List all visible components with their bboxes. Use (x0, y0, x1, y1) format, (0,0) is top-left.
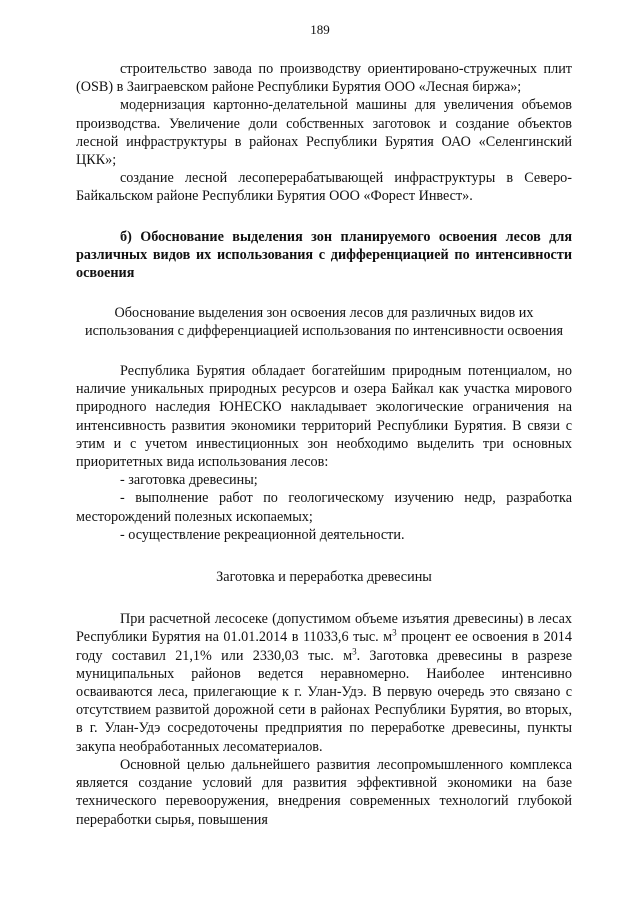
intro-paragraph-osb: строительство завода по производству ориентировано-стружечных плит (OSB) в Заиграевском районе Республики Бурятия ООО «Лесная биржа»; (76, 61, 572, 96)
superscript-3: 3 (392, 627, 397, 638)
goal-paragraph: Основной целью дальнейшего развития лесопромышленного комплекса является создание условий для развития эффективной экономики на базе технического перевооружения, внедрения современных технологий глубокой переработки сырья, повышения (76, 756, 572, 828)
page-body (76, 60, 572, 829)
intro-paragraph-modernization: модернизация картонно-делательной машины для увеличения объемов производства. Увеличение доли собственных заготовок и создание объектов лесной инфраструктуры в районах Республики Бурятия ОАО «Селенгинский ЦКК»; (76, 97, 572, 169)
harvest-text-part2: процент ее освоения в 2014 году составил 21,1% или 2330,03 тыс. м (76, 629, 572, 664)
page-number: 189 (310, 22, 330, 37)
resources-paragraph: Республика Бурятия обладает богатейшим природным потенциалом, но наличие уникальных природных ресурсов и озера Байкал как участка мирового природного наследия ЮНЕСКО накладывает экологические ограничения на интенсивность развития экономики территорий Республики Бурятия. В связи с этим и с учетом инвестиционных зон необходимо выделить три основных приоритетных вида использования лесов: (76, 363, 572, 471)
intro-paragraph-forest-invest: создание лесной лесоперерабатывающей инфраструктуры в Северо-Байкальском районе Республики Бурятия ООО «Форест Инвест». (76, 170, 572, 205)
list-item-harvesting: - заготовка древесины; (120, 472, 258, 489)
section-title-harvesting: Заготовка и переработка древесины (216, 569, 432, 586)
list-item-recreation: - осуществление рекреационной деятельности. (120, 526, 405, 543)
section-heading-b: б) Обоснование выделения зон планируемого освоения лесов для различных видов их использования с дифференциацией по интенсивности освоения (76, 228, 572, 281)
harvest-text-part3: . Заготовка древесины в разрезе муниципальных районов ведется неравномерно. Наиболее интенсивно осваиваются леса, прилегающие к г. Улан-Удэ. В первую очередь это связано с отсутствием развитой дорожной сети в районах Республики Бурятия, во вторых, в г. Улан-Удэ сосредоточены предприятия по переработке древесины, пункты закупа необработанных лесоматериалов. (76, 647, 573, 755)
list-item-geology: - выполнение работ по геологическому изучению недр, разработка месторождений полезных ископаемых; (76, 490, 572, 525)
harvest-text-part1: При расчетной лесосеке (допустимом объеме изъятия древесины) в лесах Республики Бурятия на 01.01.2014 в 11033,6 тыс. м (76, 611, 572, 646)
superscript-3: 3 (352, 645, 357, 656)
subheading-zones: Обоснование выделения зон освоения лесов для различных видов их использования с дифференциацией использования по интенсивности освоения (85, 304, 563, 339)
harvest-paragraph (76, 610, 572, 756)
